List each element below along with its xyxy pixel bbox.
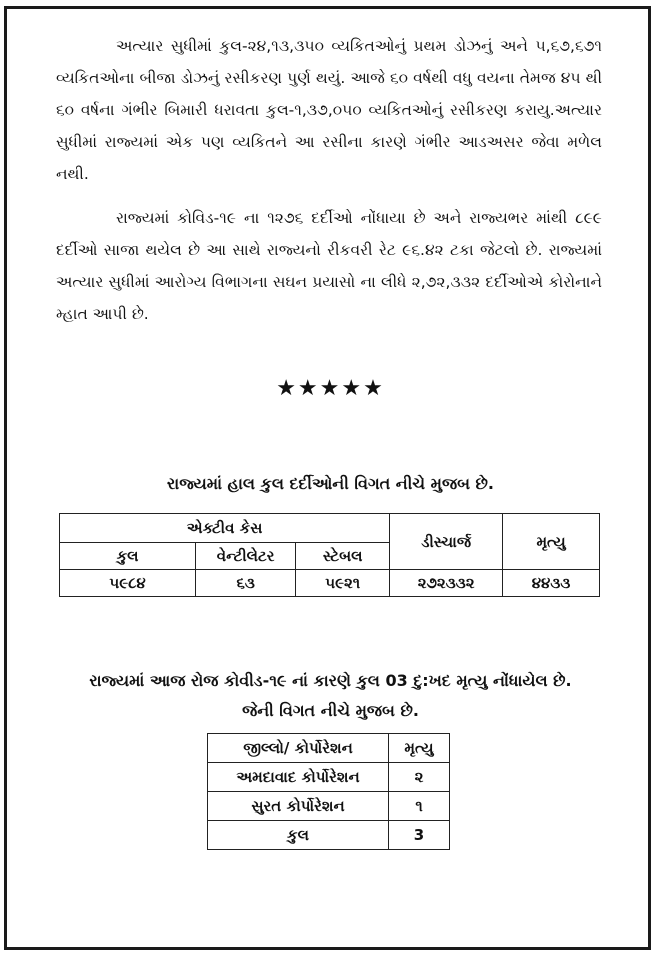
ventilator-header: વેન્ટીલેટર [196,543,296,570]
stable-header: સ્ટેબલ [296,543,390,570]
district-header: જીલ્લો/ કોર્પોરેશન [208,734,389,763]
ventilator-value: ૬૩ [196,570,296,597]
deaths-header: મૃત્યુ [503,514,600,570]
discharge-value: ૨૭૨૩૩૨ [390,570,503,597]
district-deaths: 3 [389,821,450,850]
table-row [208,821,450,850]
district-deaths: ૧ [389,792,450,821]
recovery-paragraph: રાજ્યમાં કોવિડ-૧૯ ના ૧૨૭૬ દર્દીઓ નોંધાયા છે અને રાજ્યભર માંથી ૮૯૯ દર્દીઓ સાજા થયેલ છે આ સાથે રાજ્યનો રીકવરી રેટ ૯૬.૪૨ ટકા જેટલો છે. રાજ્યમાં અત્યાર સુધીમાં આરોગ્ય વિભાગના સઘન પ્રયાસો ના લીધે ૨,૭૨,૩૩૨ દર્દીઓએ કોરોનાને મ્હાત આપી છે. [56,209,602,323]
stable-value: ૫૯૨૧ [296,570,390,597]
total-value: ૫૯૮૪ [60,570,196,597]
table-row [208,763,450,792]
deaths-today-line2: જેની વિગત નીચે મુજબ છે. [242,701,419,720]
district-name: કુલ [208,821,389,850]
district-deaths-header: મૃત્યુ [389,734,450,763]
vaccination-paragraph: અત્યાર સુધીમાં કુલ-૨૪,૧૩,૩૫૦ વ્યકિતઓનું પ્રથમ ડોઝનું અને ૫,૬૭,૬૭૧ વ્યકિતઓના બીજા ડોઝનું રસીકરણ પુર્ણ થયું. આજે ૬૦ વર્ષથી વધુ વયના તેમજ ૪૫ થી ૬૦ વર્ષના ગંભીર બિમારી ધરાવતા કુલ-૧,૩૭,૦૫૦ વ્યકિતઓનું રસીકરણ કરાયુ.અત્યાર સુધીમાં રાજ્યમાં એક પણ વ્યકિતને આ રસીના કારણે ગંભીર આડઅસર જેવા મળેલ નથી. [56,37,602,183]
discharge-header: ડીસ્ચાર્જ [390,514,503,570]
active-patients-heading: રાજ્યમાં હાલ કુલ દર્દીઓની વિગત નીચે મુજબ છે. [167,474,494,493]
deaths-today-line1: રાજ્યમાં આજ રોજ કોવીડ-૧૯ નાં કારણે કુલ 03 દુ:ખદ મૃત્યુ નોંધાયેલ છે. [89,671,572,690]
district-deaths: ૨ [389,763,450,792]
active-cases-table [59,513,600,597]
total-header: કુલ [60,543,196,570]
deaths-value: ૪૪૩૩ [503,570,600,597]
district-deaths-table [207,733,450,850]
table-row [208,792,450,821]
district-name: સુરત કોર્પોરેશન [208,792,389,821]
active-cases-header: એક્ટીવ કેસ [60,514,390,543]
district-name: અમદાવાદ કોર્પોરેશન [208,763,389,792]
star-divider: ★★★★★ [276,376,385,401]
deaths-today-heading [0,666,661,726]
